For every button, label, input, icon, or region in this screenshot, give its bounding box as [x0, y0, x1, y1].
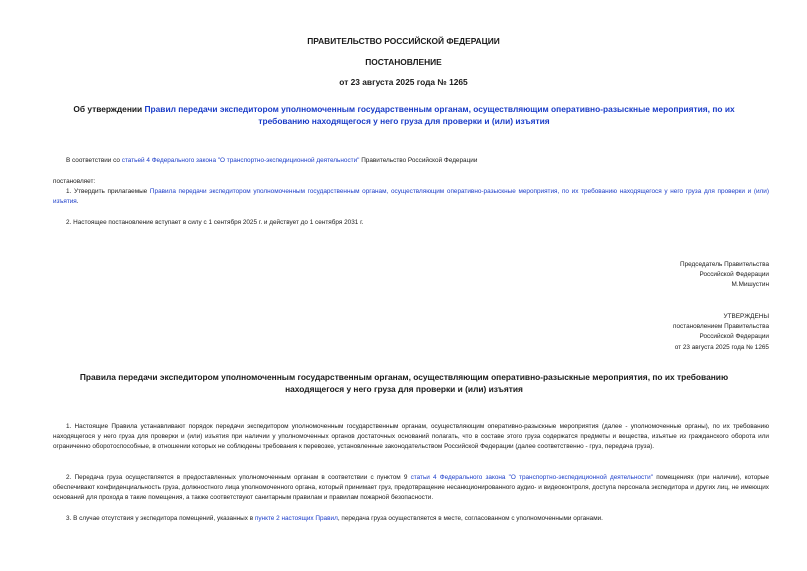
document-type: ПОСТАНОВЛЕНИЕ — [365, 57, 442, 67]
rule-3-point-link[interactable]: пункте 2 настоящих Правил — [254, 515, 338, 522]
approval-block — [469, 312, 769, 353]
rule-3-tail: , передача груза осуществляется в месте, согласованном с уполномоченными органами. — [337, 515, 603, 522]
rule-1: 1. Настоящие Правила устанавливают порядок передачи экспедитором уполномоченным государственным органам, осуществляющим оперативно-разыскные мероприятия (далее - уполномоченные органы), по их требованию находящегося у него груза для проверки и (или) изъятия при наличии у уполномоченных органов достаточных оснований полагать, что в составе этого груза содержатся предметы и вещества, изъятые из гражданского оборота или ограниченно оборотоспособные, в отношении которых не соблюдены требования к перевозке, установленные законодательством Российской Федерации (далее соответственно - груз, передача груза). — [53, 423, 769, 451]
rule-3-lead: 3. В случае отсутствия у экспедитора помещений, указанных в — [66, 515, 255, 522]
government-heading: ПРАВИТЕЛЬСТВО РОССИЙСКОЙ ФЕДЕРАЦИИ — [307, 36, 500, 46]
preamble-tail: Правительство Российской Федерации — [359, 157, 478, 164]
decree-word: постановляет: — [53, 178, 96, 185]
point-1-tail: . — [76, 198, 79, 206]
preamble — [66, 156, 766, 166]
rule-2-tail: помещениях (при наличии), которые обеспечивают конфиденциальность груза, должностного лица уполномоченного органа, который принимает груз, предотвращение несанкционированного аудио- и видеоконтроля, доступа персонала экспедитора и других лиц, не имеющих оснований для прохода в такие помещения, а также соответствуют санитарным правилам и правилам пожарной безопасности. — [53, 474, 770, 502]
approval-date: от 23 августа 2025 года № 1265 — [674, 343, 769, 351]
approval-country: Российской Федерации — [699, 333, 769, 341]
rule-2 — [53, 473, 769, 504]
point-1 — [53, 187, 769, 207]
signature-title: Председатель Правительства — [680, 261, 769, 268]
signature-name: М.Мишустин — [731, 281, 769, 289]
rules-title: Правила передачи экспедитором уполномоченным государственным органам, осуществляющим оперативно-разыскные мероприятия, по их требованию находящегося у него груза для проверки и (или) изъятия — [79, 372, 729, 394]
rule-3 — [66, 514, 782, 524]
subject-prefix: Об утверждении — [73, 104, 145, 114]
signature-country: Российской Федерации — [699, 271, 769, 279]
subject-rules-link[interactable]: Правил передачи экспедитором уполномоченным государственным органам, осуществляющим оперативно-разыскные мероприятия, по их требованию находящегося у него груза для проверки и (или) изъятия — [144, 104, 735, 126]
rule-2-law-link[interactable]: статьи 4 Федерального закона "О транспортно-экспедиционной деятельности" — [410, 474, 654, 481]
article-4-link[interactable]: статьей 4 Федерального закона "О транспортно-экспедиционной деятельности" — [121, 157, 360, 164]
document-date-number: от 23 августа 2025 года № 1265 — [339, 77, 468, 87]
preamble-lead: В соответствии со — [66, 157, 122, 164]
point-2: 2. Настоящее постановление вступает в силу с 1 сентября 2025 г. и действует до 1 сентября 2031 г. — [66, 219, 364, 226]
approval-by: постановлением Правительства — [673, 323, 769, 331]
document-subject — [58, 103, 750, 127]
point-1-lead: 1. Утвердить прилагаемые — [66, 188, 150, 195]
approval-word: УТВЕРЖДЕНЫ — [723, 313, 769, 320]
rule-2-lead: 2. Передача груза осуществляется в предоставленных уполномоченным органам в соответствии с пунктом 9 — [66, 474, 411, 481]
rules-link[interactable]: Правила передачи экспедитором уполномоченным государственным органам, осуществляющим оперативно-разыскные мероприятия, по их требованию находящегося у него груза для проверки и (или) изъятия — [53, 188, 769, 206]
signature-block — [469, 260, 769, 291]
